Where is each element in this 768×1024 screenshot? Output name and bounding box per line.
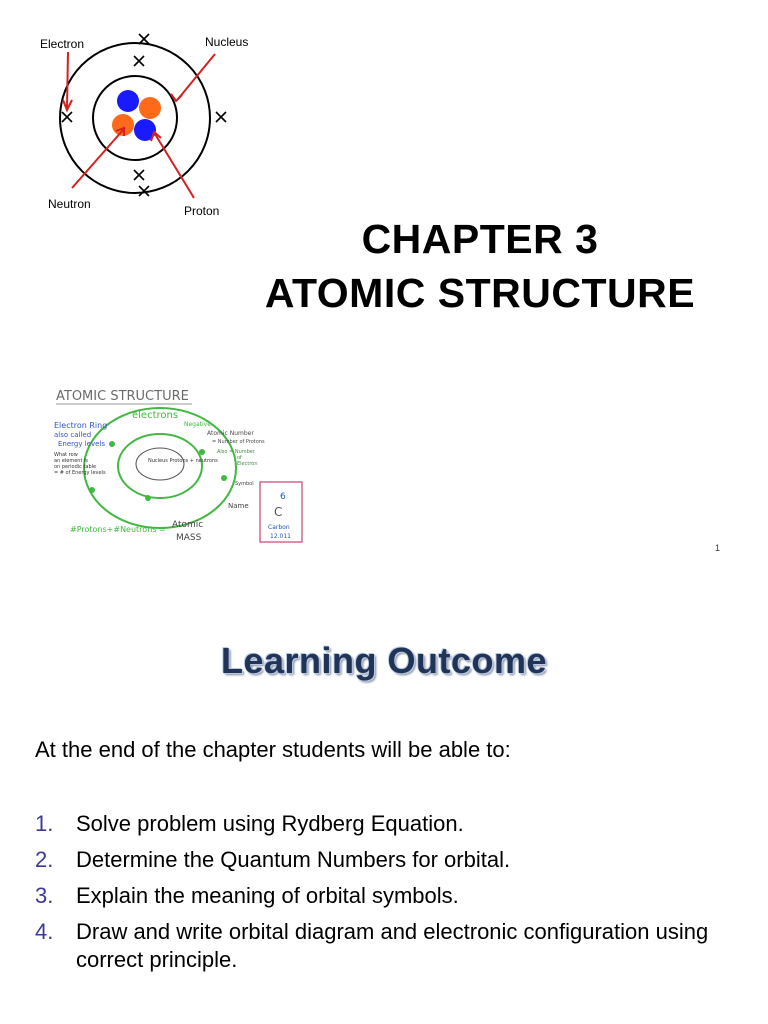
outcome-item [35, 882, 755, 910]
sketch-what-row: What row [54, 452, 78, 458]
sketch-of: of [237, 455, 242, 461]
sketch-protons-neutrons: #Protons+#Neutrons = [70, 525, 166, 534]
sketch-atomic-number: Atomic Number [207, 430, 254, 437]
page-number: 1 [714, 543, 720, 553]
neutron-particle [139, 97, 161, 119]
atom-diagram [30, 28, 270, 224]
nucleus-label: Nucleus [205, 35, 249, 49]
sketch-inner-orbit [118, 434, 202, 498]
sketch-also-called: also called [54, 431, 92, 439]
sketch-equals-energy-levels: = # of Energy levels [54, 470, 106, 476]
slide-2 [0, 576, 768, 1024]
sketch-c: C [274, 505, 283, 519]
sketch-also-number: Also = Number [217, 449, 255, 455]
chapter-title [210, 212, 750, 320]
learning-outcome-heading: Learning Outcome [220, 640, 548, 681]
sketch-electrons: electrons [132, 410, 179, 421]
outcome-text: Solve problem using Rydberg Equation. [76, 811, 464, 836]
sketch-nucleus [136, 448, 184, 480]
outcome-number: 1. [35, 811, 54, 836]
proton-label: Proton [184, 204, 220, 218]
sketch-mass: MASS [176, 533, 202, 543]
outcome-item [35, 846, 755, 874]
sketch-energy-levels: Energy levels [58, 440, 106, 448]
outcome-item [35, 810, 755, 838]
sketch-six: 6 [280, 492, 286, 502]
outcome-item [35, 918, 755, 974]
sketch-number-of-protons: = Number of Protons [212, 439, 265, 445]
sketch-negative: Negative [184, 421, 211, 428]
sketch-carbon: Carbon [268, 524, 290, 531]
atomic-structure-sketch [52, 382, 342, 550]
inner-orbit [93, 76, 177, 160]
sketch-an-element: an element is [54, 458, 89, 464]
neutron-label: Neutron [48, 197, 91, 211]
chapter-number: CHAPTER 3 [361, 216, 599, 262]
chapter-name: ATOMIC STRUCTURE [264, 270, 696, 316]
outcome-text: Explain the meaning of orbital symbols. [76, 883, 459, 908]
outcome-text: Determine the Quantum Numbers for orbital. [76, 847, 511, 872]
outcome-number: 2. [35, 847, 54, 872]
electron-label: Electron [40, 37, 85, 51]
sketch-atomic: Atomic [172, 520, 204, 530]
sketch-periodic-table: on periodic table [54, 464, 97, 470]
proton-particle [117, 90, 139, 112]
intro-text: At the end of the chapter students will be able to: [35, 737, 511, 762]
outcome-number: 4. [35, 919, 54, 944]
sketch-electron-ring: Electron Ring [54, 421, 108, 430]
sketch-symbol: Symbol [235, 481, 254, 487]
sketch-heading: ATOMIC STRUCTURE [56, 389, 189, 404]
sketch-electron: Electron [237, 461, 258, 467]
outcome-text: Draw and write orbital diagram and electronic configuration using correct principle. [76, 919, 709, 972]
sketch-name: Name [228, 502, 249, 510]
outcomes-list [35, 810, 755, 982]
sketch-nucleus-note: Nucleus Protons + neutrons [148, 458, 218, 464]
outcome-number: 3. [35, 883, 54, 908]
sketch-mass-value: 12.011 [270, 533, 291, 540]
